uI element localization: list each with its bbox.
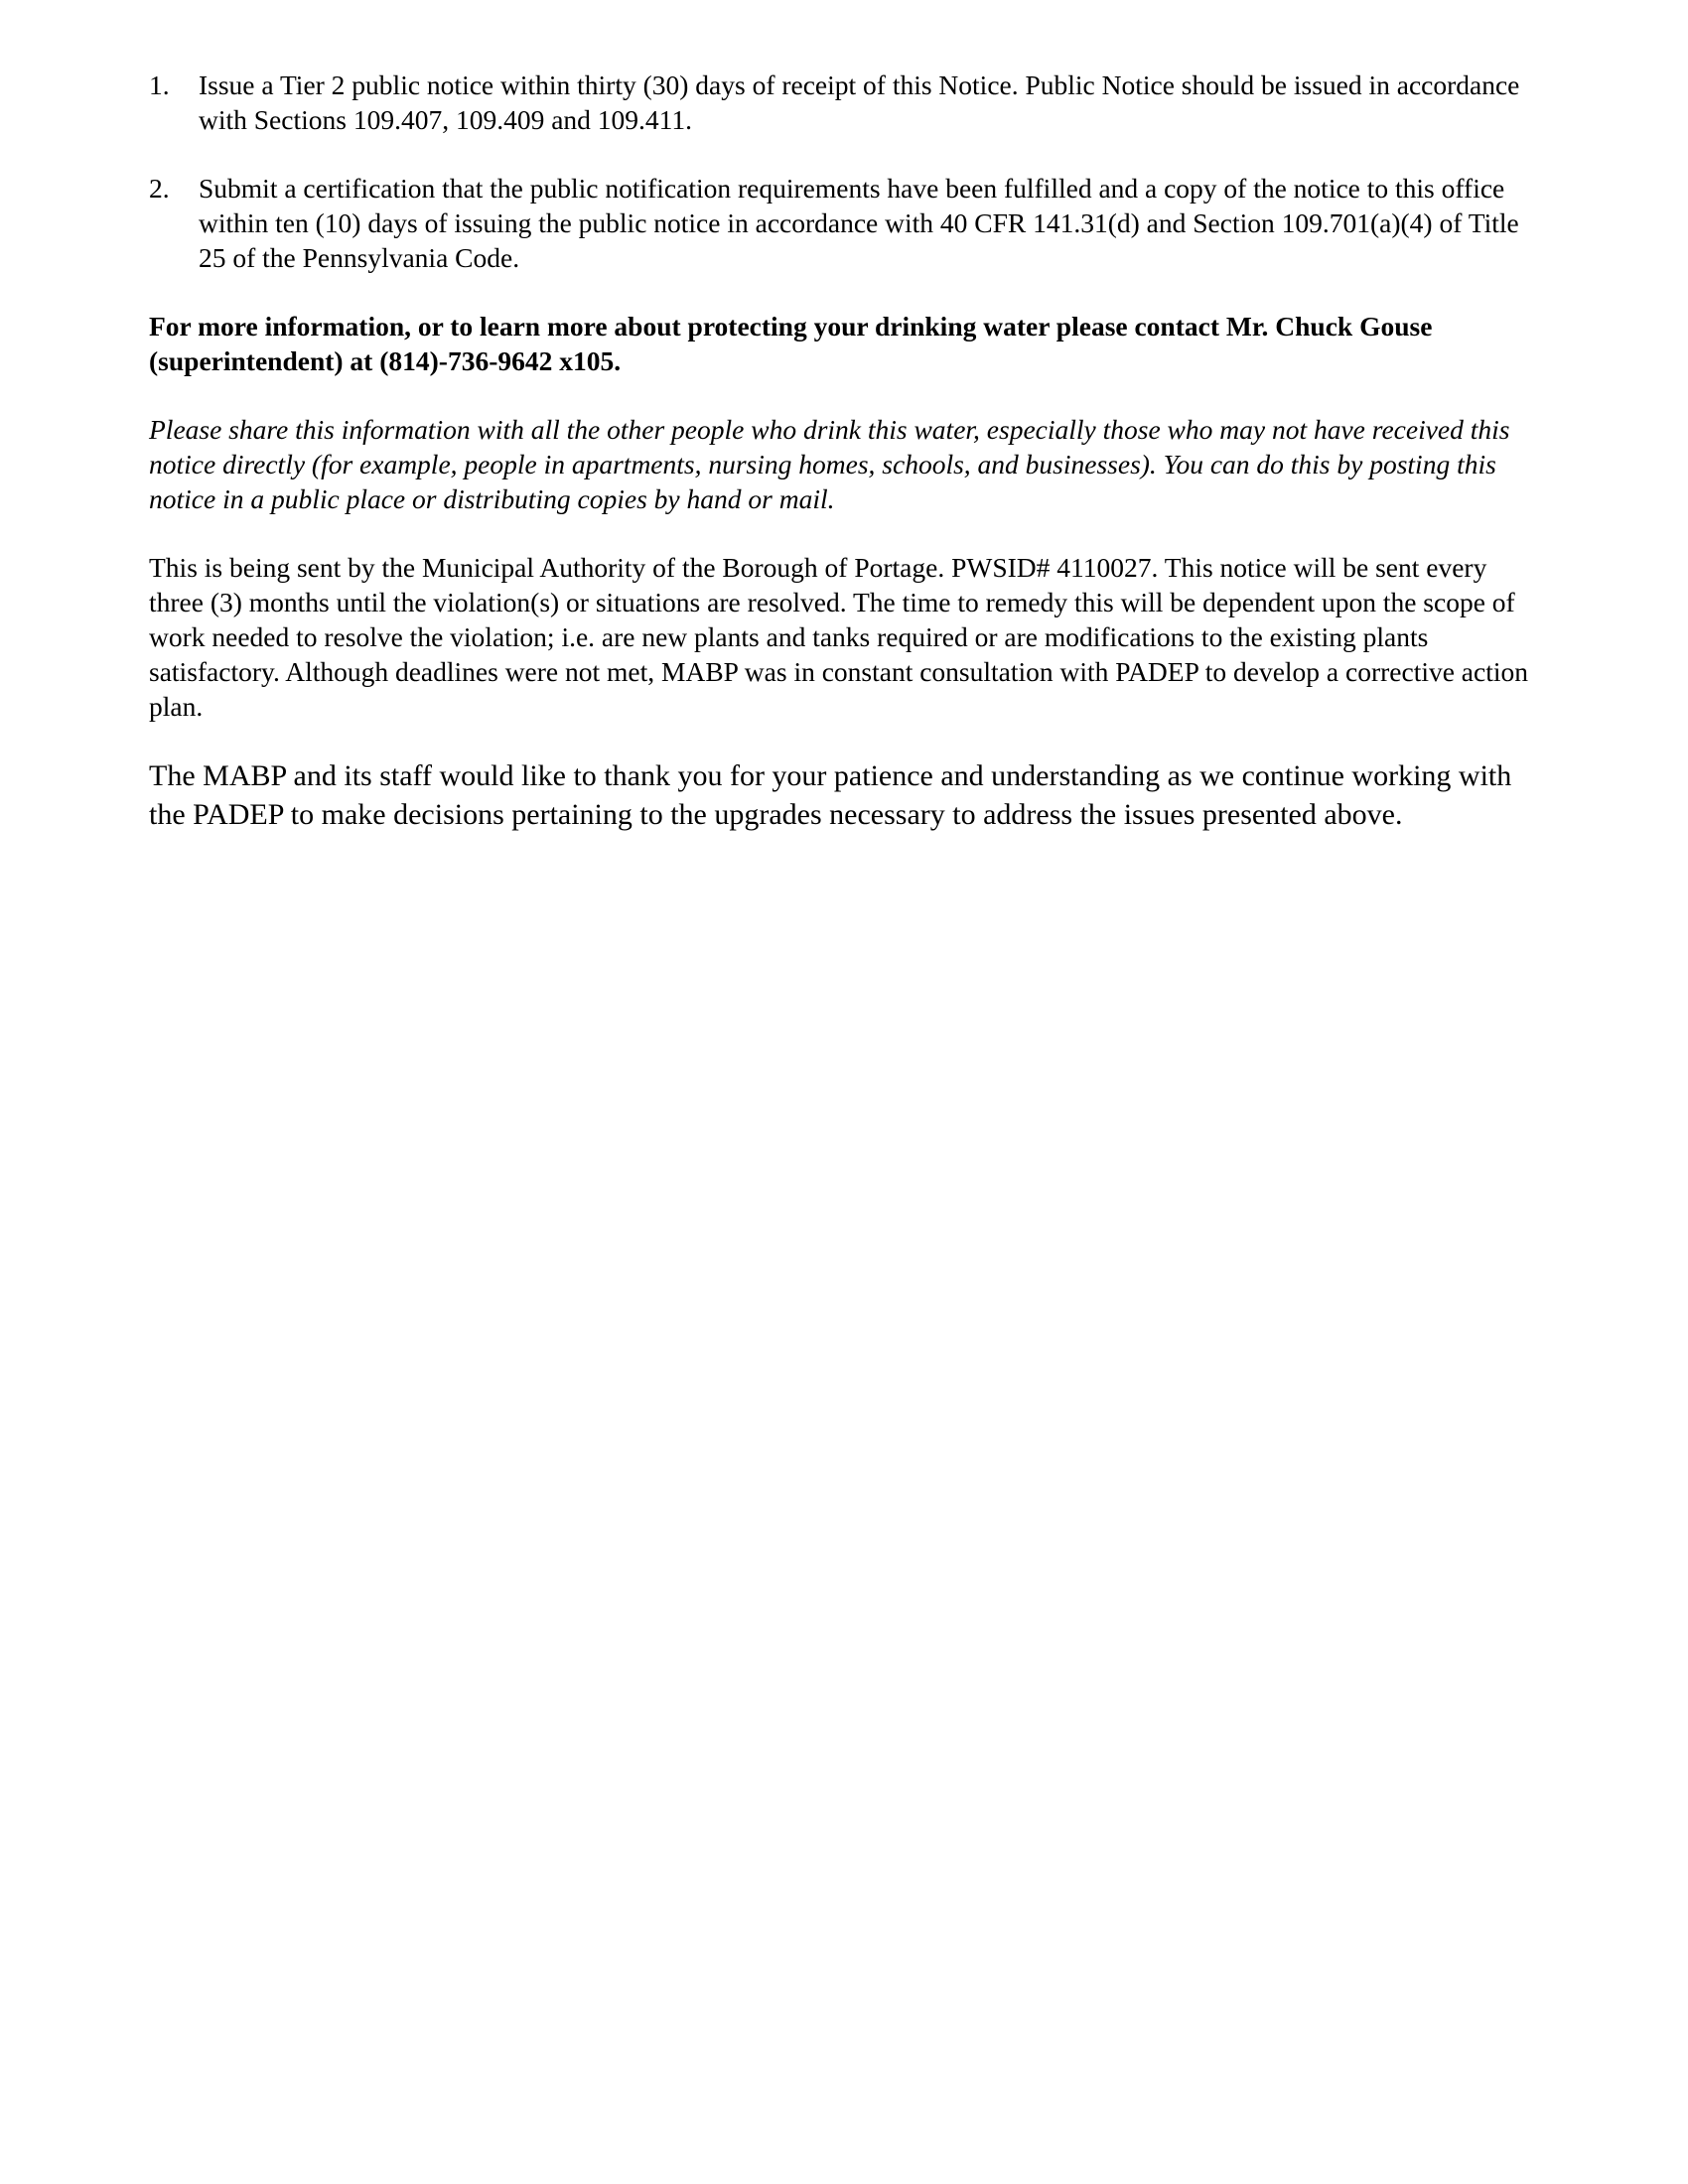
sender-paragraph: This is being sent by the Municipal Authority of the Borough of Portage. PWSID# 4110027. This notice will be sent every three (3) months until the violation(s) or situations are resolved. The time to remedy this will be dependent upon the scope of work needed to resolve the violation; i.e. are new plants and tanks required or are modifications to the existing plants satisfactory. Although deadlines were not met, MABP was in constant consultation with PADEP to develop a corrective action plan. bbox=[149, 552, 1528, 722]
contact-paragraph: For more information, or to learn more about protecting your drinking water please contact Mr. Chuck Gouse (superintendent) at (814)-736-9642 x105. bbox=[149, 311, 1433, 376]
thanks-paragraph: The MABP and its staff would like to thank you for your patience and understanding as we continue working with the PADEP to make decisions pertaining to the upgrades necessary to address the issues presented above. bbox=[149, 759, 1512, 831]
share-paragraph: Please share this information with all the other people who drink this water, especially those who may not have received this notice directly (for example, people in apartments, nursing homes, schools, and businesses). You can do this by posting this notice in a public place or distributing copies by hand or mail. bbox=[149, 414, 1510, 514]
requirement-text: Submit a certification that the public notification requirements have been fulfilled and a copy of the notice to this office within ten (10) days of issuing the public notice in accordance with 40 CFR 141.31(d) and Section 109.701(a)(4) of Title 25 of the Pennsylvania Code. bbox=[199, 173, 1519, 273]
requirement-item-1 bbox=[149, 68, 1539, 137]
requirement-text: Issue a Tier 2 public notice within thirty (30) days of receipt of this Notice. Public Notice should be issued in accordance with Sections 109.407, 109.409 and 109.411. bbox=[199, 69, 1520, 135]
requirement-number: 1. bbox=[149, 69, 170, 100]
requirements-list bbox=[149, 68, 1539, 275]
requirement-item-2 bbox=[149, 171, 1539, 275]
document-page bbox=[149, 68, 1539, 834]
requirement-number: 2. bbox=[149, 173, 170, 204]
